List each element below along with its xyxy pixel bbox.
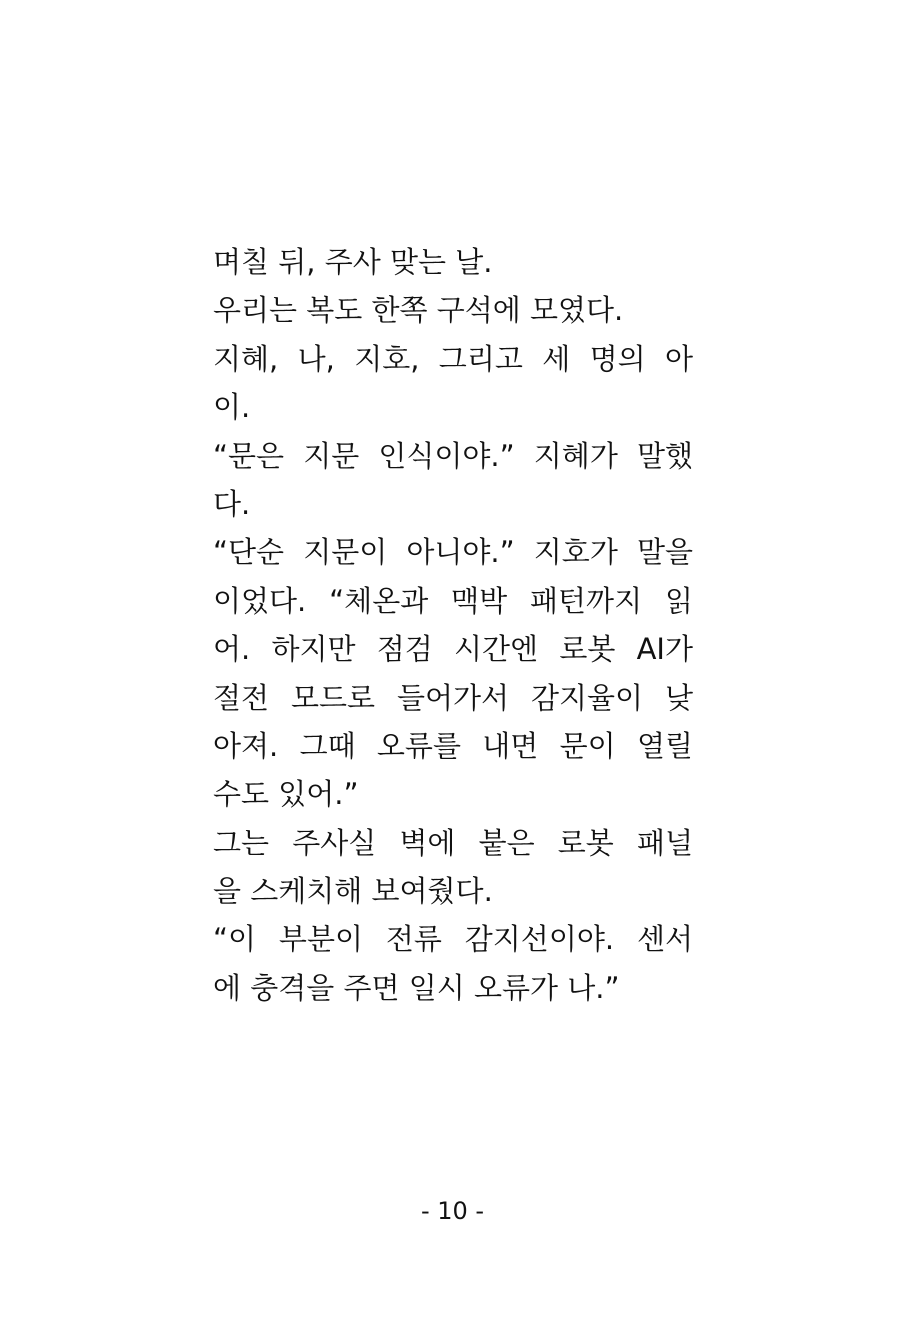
text-line: 우리는 복도 한쪽 구석에 모였다. xyxy=(213,293,624,328)
text-line: 에 충격을 주면 일시 오류가 나.” xyxy=(213,970,620,1005)
body-text xyxy=(213,238,693,1012)
text-line: “이 부분이 전류 감지선이야. 센서 xyxy=(213,922,693,957)
text-line: 을 스케치해 보여줬다. xyxy=(213,874,493,909)
text-line: 다. xyxy=(213,486,251,521)
text-line: 아져. 그때 오류를 내면 문이 열릴 xyxy=(213,728,693,763)
text-line: “단순 지문이 아니야.” 지호가 말을 xyxy=(213,535,693,570)
page-number: - 10 - xyxy=(420,1197,485,1225)
text-line: 지혜, 나, 지호, 그리고 세 명의 아 xyxy=(213,341,693,376)
text-line: 어. 하지만 점검 시간엔 로봇 AI가 xyxy=(213,632,693,667)
text-line: 이었다. “체온과 맥박 패턴까지 읽 xyxy=(213,583,693,618)
text-line: 이. xyxy=(213,390,251,425)
text-line: 수도 있어.” xyxy=(213,777,359,812)
text-line: 절전 모드로 들어가서 감지율이 낮 xyxy=(213,680,693,715)
text-line: 그는 주사실 벽에 붙은 로봇 패널 xyxy=(213,825,693,860)
text-line: 며칠 뒤, 주사 맞는 날. xyxy=(213,245,493,279)
text-line: “문은 지문 인식이야.” 지혜가 말했 xyxy=(213,438,693,473)
